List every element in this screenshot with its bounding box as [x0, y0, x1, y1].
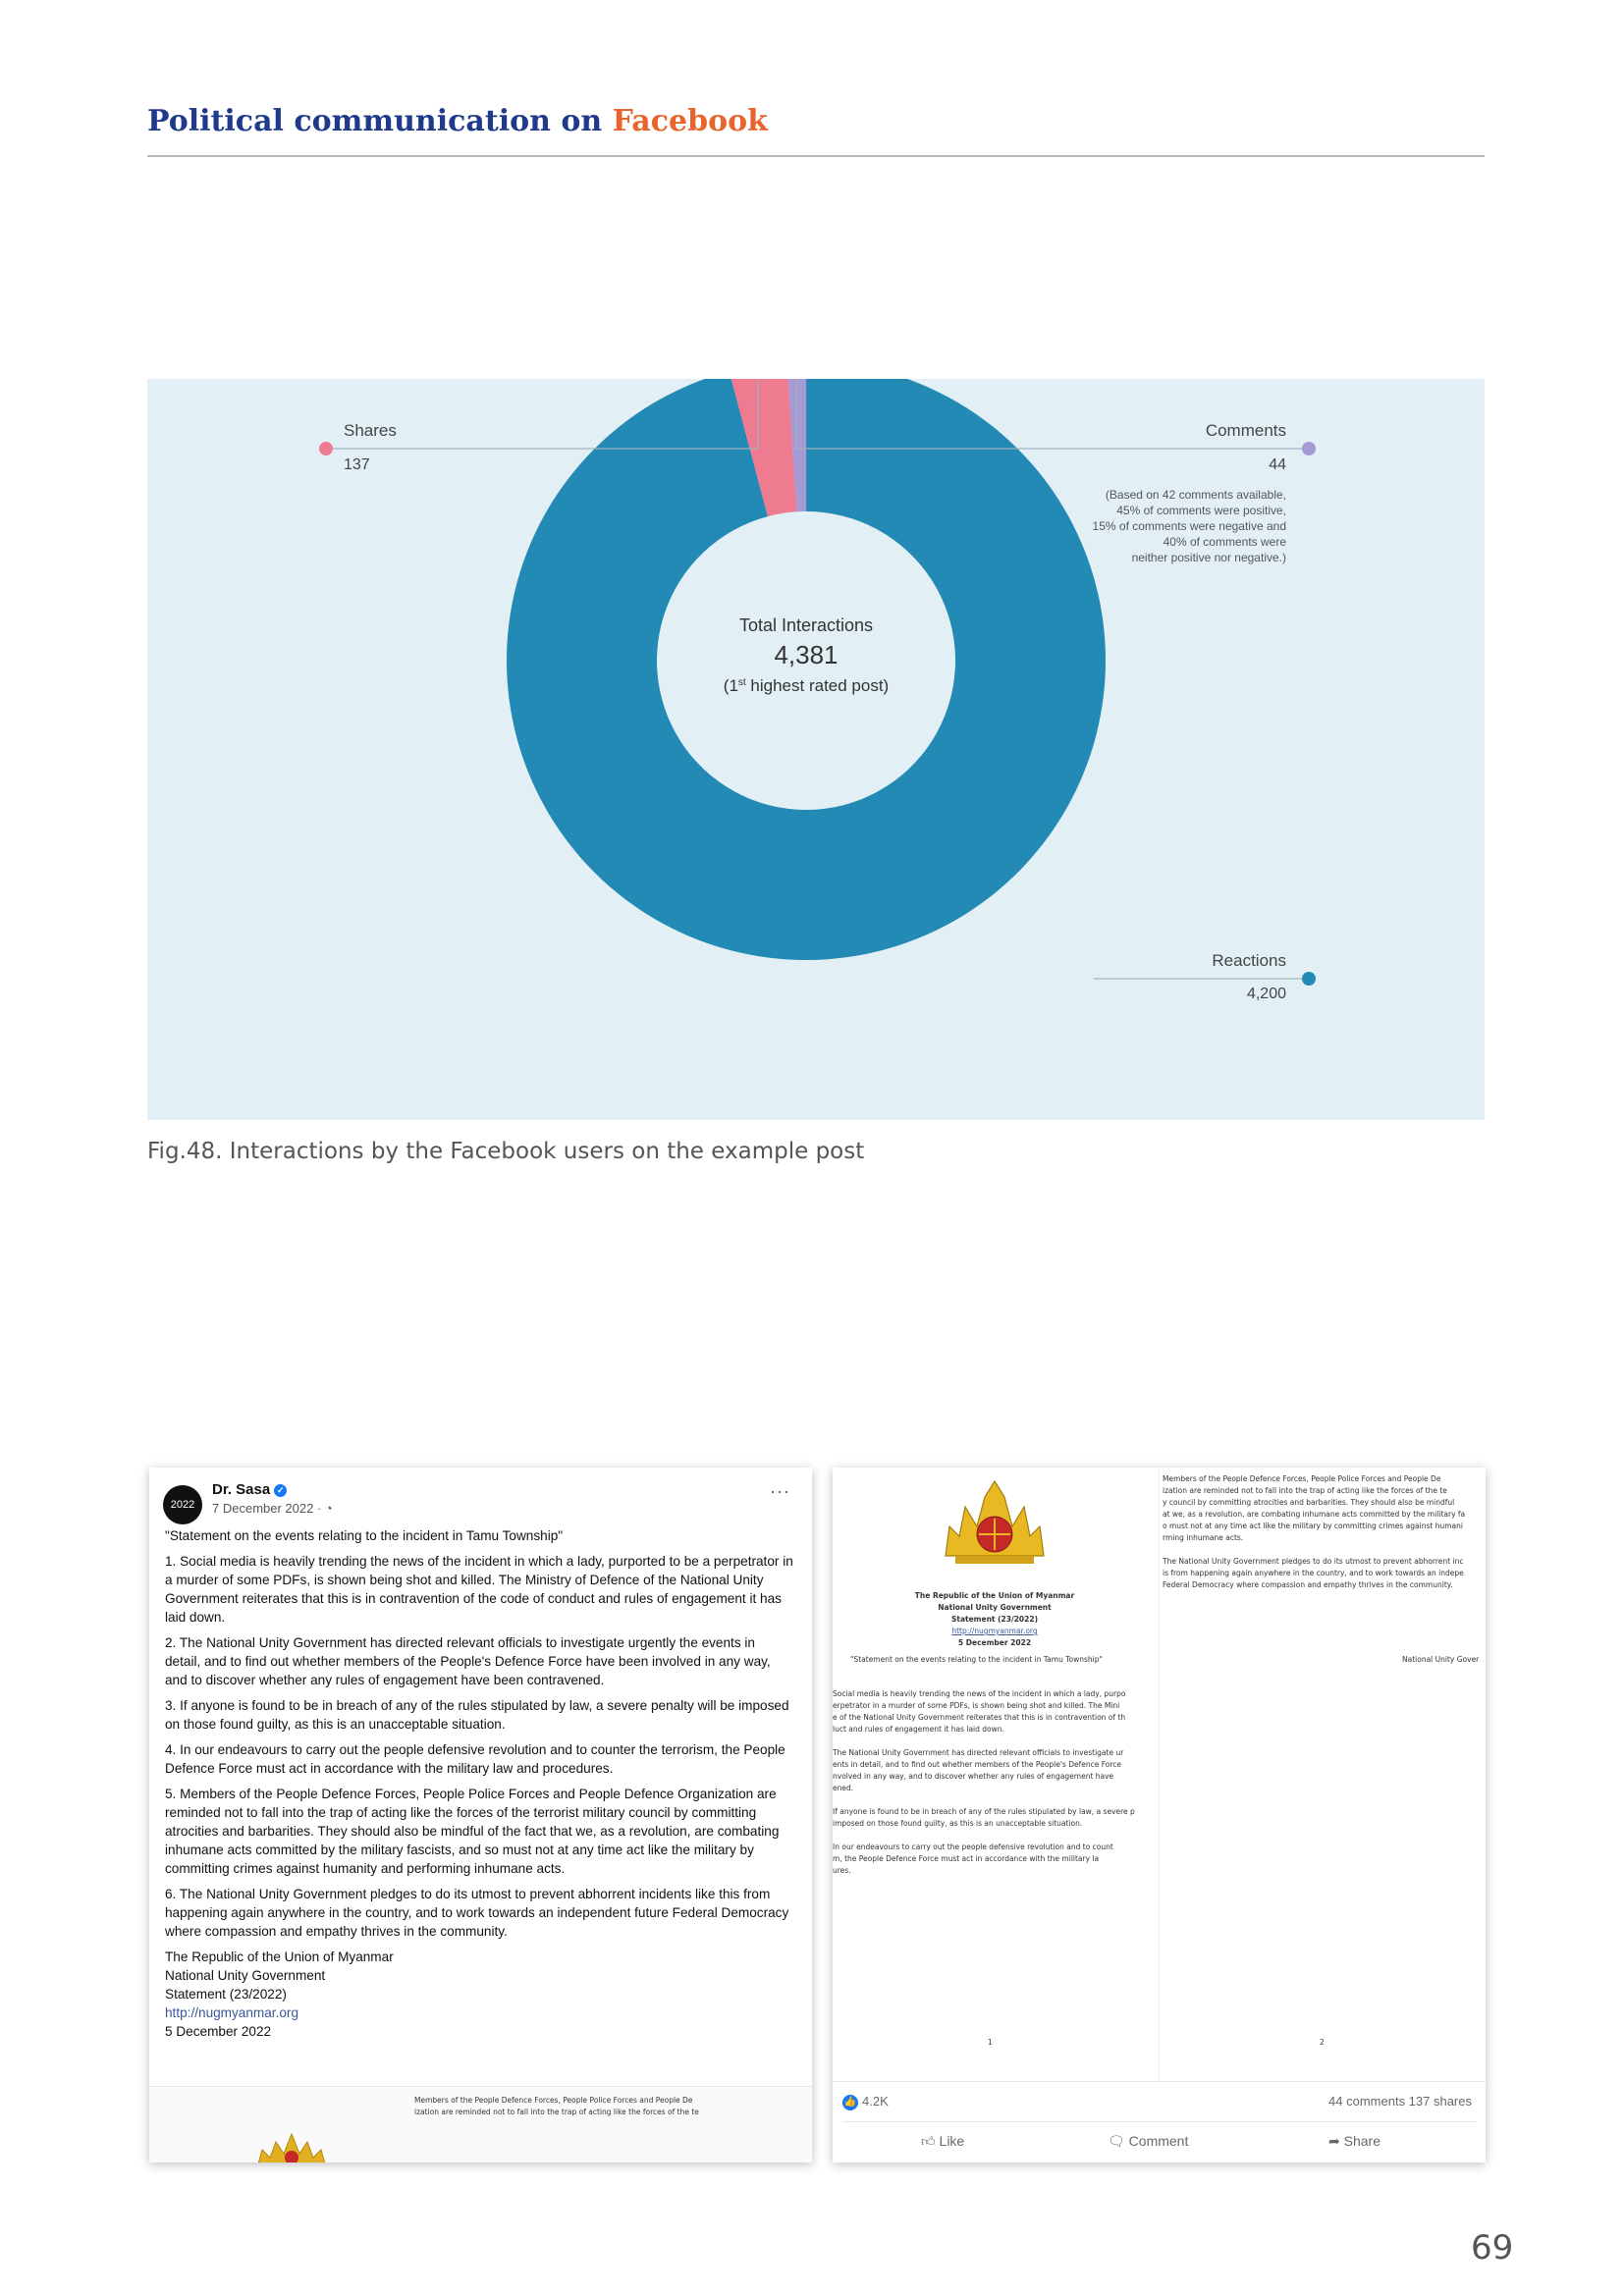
- doc-header-line: National Unity Government: [938, 1603, 1052, 1612]
- page-number: 69: [1471, 2228, 1514, 2268]
- center-label: Total Interactions: [738, 615, 874, 635]
- comments-note-line: 15% of comments were negative and: [1092, 519, 1286, 533]
- verified-icon: ✓: [274, 1484, 287, 1497]
- avatar[interactable]: 2022: [163, 1485, 202, 1524]
- doc-header-line: The Republic of the Union of Myanmar: [914, 1591, 1075, 1600]
- page-header: [147, 104, 768, 138]
- header-title-accent: Facebook: [612, 104, 768, 138]
- share-arrow-icon: ➦: [1328, 2133, 1344, 2149]
- doc-header-line: 5 December 2022: [957, 1638, 1032, 1647]
- post-paragraph: "Statement on the events relating to the incident in Tamu Township": [165, 1528, 564, 1543]
- post-paragraph: 3. If anyone is found to be in breach of any of the rules stipulated by law, a severe penalty will be imposed on those found guilty, as this is an unacceptable situation.: [165, 1698, 789, 1732]
- share-button-label: Share: [1343, 2133, 1380, 2149]
- state-emblem-icon: [252, 2128, 331, 2163]
- comments-note-line: (Based on 42 comments available,: [1105, 488, 1286, 502]
- doc-page-number: 2: [1320, 2038, 1325, 2047]
- header-rule: [147, 155, 1485, 157]
- shares-marker: [319, 442, 333, 455]
- post-paragraph: 1. Social media is heavily trending the news of the incident in which a lady, purported to be a perpetrator in a murder of some PDFs, is shown being shot and killed. The Ministry of Defence of the National Unity Government reiterates that this is in contravention of the code of conduct and rules of engagement it has laid down.: [165, 1554, 793, 1625]
- shares-value: 137: [344, 456, 370, 473]
- attachment-line: Members of the People Defence Forces, People Police Forces and People De: [414, 2096, 693, 2105]
- post-attachment-preview[interactable]: [149, 2086, 812, 2163]
- shares-label: Shares: [344, 421, 397, 440]
- doc-header: [852, 1590, 1137, 1649]
- statement-document: [833, 1468, 1486, 2081]
- like-icon: 👍: [842, 2095, 858, 2110]
- page-divider: [1159, 1468, 1160, 2081]
- reactions-value: 4,200: [1246, 986, 1286, 1002]
- attachment-text: [414, 2095, 807, 2118]
- doc-signature: National Unity Gover: [1402, 1655, 1480, 1664]
- doc-title: "Statement on the events relating to the incident in Tamu Township": [850, 1655, 1103, 1664]
- header-title: Political communication on: [147, 104, 603, 138]
- more-options-icon[interactable]: ···: [770, 1481, 790, 1501]
- comments-note-line: neither positive nor negative.): [1131, 551, 1286, 564]
- doc-header-line: Statement (23/2022): [950, 1615, 1039, 1624]
- facebook-post-card[interactable]: [149, 1468, 812, 2163]
- chart-panel: [147, 379, 1485, 1120]
- doc-header-link: http://nugmyanmar.org: [951, 1627, 1038, 1635]
- signature-line: The Republic of the Union of Myanmar: [165, 1949, 394, 1964]
- facebook-action-bar: [833, 2081, 1486, 2163]
- donut-chart: [147, 379, 1485, 1120]
- like-button-label: Like: [939, 2133, 965, 2149]
- reaction-count-text[interactable]: 4.2K: [862, 2094, 889, 2109]
- author-name[interactable]: Dr. Sasa: [212, 1481, 271, 1498]
- doc-right-text: Members of the People Defence Forces, People Police Forces and People De ization are reminded not to fall into the trap of acting like the forces of the te y council by committing atrocities and barbarities. They should also be mindful at we, as a revolution, are combating inhumane acts committed by the military fa o must not at any time act like the military by committing crimes against humani rming inhumane acts. The National Unity Government pledges to do its utmost to prevent abhorrent inc is from happening again anywhere in the country, and to work towards an indepe Federal Democracy where compassion and empathy thrives in the community.: [1163, 1474, 1466, 1589]
- attachment-line: ization are reminded not to fall into the trap of acting like the forces of the te: [414, 2108, 699, 2116]
- figure-caption: Fig.48. Interactions by the Facebook users on the example post: [147, 1139, 865, 1164]
- divider: [842, 2121, 1476, 2122]
- post-paragraph: 4. In our endeavours to carry out the people defensive revolution and to counter the terrorism, the People Defence Force must act in accordance with the military law and procedures.: [165, 1742, 785, 1776]
- globe-icon: ◔: [324, 1501, 333, 1516]
- post-body: [165, 1526, 793, 2041]
- reactions-marker: [1302, 972, 1316, 986]
- statement-image-card[interactable]: [833, 1468, 1486, 2163]
- post-paragraph: 5. Members of the People Defence Forces, People Police Forces and People Defence Organization are reminded not to fall into the trap of acting like the forces of the terrorist military council by committing atrocities and barbarities. They should also be mindful of the fact that we, as a revolution, are combating inhumane acts committed by the military fascists, and so must not at any time act like the military by committing crimes against humanity and performing inhumane acts.: [165, 1787, 780, 1876]
- doc-left-text: Social media is heavily trending the news of the incident in which a lady, purpo erpetrator in a murder of some PDFs, is shown being shot and killed. The Mini e of the National Unity Government reiterates that this is in contravention of th luct and rules of engagement it has laid down. The National Unity Government has directed relevant officials to investigate ur ents in detail, and to find out whether members of the People's Defence Force nvolved in any way, and to discover whether any rules of engagement have ened. If anyone is found to be in breach of any of the rules stipulated by law, a severe p imposed on those found guilty, as this is an unacceptable situation. In our endeavours to carry out the people defensive revolution and to count m, the People Defence Force must act in accordance with the military la ures.: [833, 1689, 1135, 1875]
- post-paragraph: 2. The National Unity Government has directed relevant officials to investigate urgently the events in detail, and to find out whether members of the People's Defence Force have been involved in any way, and to discover whether any rules of engagement have been contravened.: [165, 1635, 771, 1687]
- signature-link[interactable]: http://nugmyanmar.org: [165, 2005, 299, 2020]
- comments-value: 44: [1269, 456, 1286, 473]
- signature-date: 5 December 2022: [165, 2024, 272, 2039]
- state-emblem-icon: [936, 1477, 1054, 1568]
- thumbs-up-icon: 👍︎: [921, 2133, 940, 2149]
- doc-page-number: 1: [988, 2038, 993, 2047]
- comments-note-line: 45% of comments were positive,: [1116, 504, 1286, 517]
- comments-note: [1093, 488, 1287, 564]
- reaction-count[interactable]: [842, 2094, 889, 2110]
- speech-bubble-icon: 🗨︎: [1108, 2133, 1129, 2149]
- like-button[interactable]: [921, 2133, 964, 2150]
- post-date[interactable]: [212, 1501, 333, 1516]
- comment-button[interactable]: [1108, 2133, 1188, 2150]
- reactions-label: Reactions: [1212, 951, 1286, 970]
- share-button[interactable]: [1328, 2133, 1380, 2150]
- post-author[interactable]: [212, 1481, 287, 1498]
- comment-share-counts[interactable]: 44 comments 137 shares: [1328, 2094, 1472, 2109]
- signature-line: Statement (23/2022): [165, 1987, 287, 2002]
- comments-note-line: 40% of comments were: [1163, 535, 1286, 549]
- comment-button-label: Comment: [1128, 2133, 1189, 2149]
- center-value: 4,381: [774, 640, 839, 669]
- comments-marker: [1302, 442, 1316, 455]
- signature-line: National Unity Government: [165, 1968, 326, 1983]
- post-paragraph: 6. The National Unity Government pledges to do its utmost to prevent abhorrent incidents like this from happening again anywhere in the country, and to work towards an independent future Federal Democracy where compassion and empathy thrives in the community.: [165, 1887, 789, 1939]
- comments-label: Comments: [1205, 421, 1286, 440]
- post-date-text[interactable]: 7 December 2022 ·: [212, 1501, 325, 1516]
- center-note: (1st highest rated post): [723, 676, 890, 695]
